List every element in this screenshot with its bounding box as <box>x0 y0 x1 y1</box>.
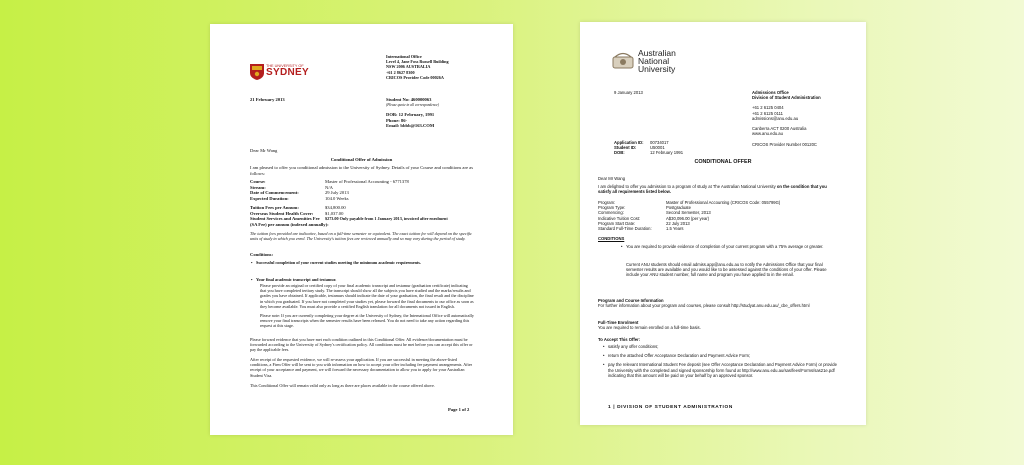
office-line: International Office <box>386 54 422 59</box>
office-address <box>386 54 449 80</box>
logo-big-text: SYDNEY <box>266 67 309 78</box>
intro-paragraph: I am pleased to offer you conditional admission to the University of Sydney. Details of your Course and conditions are as follows: <box>250 165 474 176</box>
course-detail-labels <box>250 179 299 201</box>
condition-2-note: Please note: If you are currently completing your degree at the University of Sydney, the International Office will automatically remove your final transcripts when the semester results have been released. You do not need to take any action regarding this request at this stage. <box>260 313 474 329</box>
intro-text: I am delighted to offer you admission to a program of study at The Australian National University <box>598 184 776 189</box>
condition-1: • You are required to provide evidence of completion of your current program with a 75% average or greater. <box>626 244 836 249</box>
sydney-offer-letter <box>210 24 513 435</box>
prog-label: Commencing: <box>598 210 624 216</box>
student-number-note: (Please quote in all correspondence) <box>386 102 439 107</box>
app-label: Application ID: <box>614 140 644 145</box>
office-line: +61 2 8627 8300 <box>386 69 415 75</box>
accept-item: • return the attached Offer Acceptance Declaration and Payment Advice Form; <box>608 353 840 358</box>
accept-heading: To Accept This Offer: <box>598 337 641 342</box>
student-dob: DOB: 12 February, 1991 <box>386 112 435 118</box>
letter-date: 9 January 2013 <box>614 90 643 95</box>
fee-value: $34,800.00 <box>325 205 346 210</box>
sydney-crest-icon <box>250 64 264 80</box>
anu-name-line: University <box>638 64 676 74</box>
info-body: For further information about your program and courses, please consult http://studyat.anu.edu.au/_cbe_offers.html <box>598 303 810 308</box>
condition-1: • Successful completion of your current studies meeting the minimum academic requirements. <box>256 260 475 265</box>
letter-date: 21 February 2013 <box>250 97 285 102</box>
student-number: Student No: 460000063 <box>386 97 432 102</box>
fee-value: $273.00 Only payable from 1 January 2013, invoiced after enrolment <box>325 216 448 222</box>
detail-value: Master of Professional Accounting - 6771378 <box>325 179 409 184</box>
prog-value: 22 July 2013 <box>666 220 690 226</box>
intro-paragraph <box>598 184 838 194</box>
detail-label: Expected Duration: <box>250 195 289 201</box>
prog-label: Standard Full-Time Duration: <box>598 226 652 232</box>
prog-value: Postgraduate <box>666 205 691 211</box>
detail-value: 104.0 Weeks <box>325 195 349 201</box>
prog-label: Program Start Date: <box>598 220 636 226</box>
fulltime-heading: Full-Time Enrolment <box>598 320 639 325</box>
cricos-number: CRICOS Provider Number 00120C <box>752 142 817 147</box>
evidence-paragraph: Please forward evidence that you have met each condition outlined in this Conditional Offer. All evidence/documentation must be forwarded according to the University of Sydney's certification policy. All conditions must be met before you can accept this offer or pay the applicable fees. <box>250 337 473 353</box>
student-phone: Phone: 86- <box>386 117 408 123</box>
contact-email: admissions@anu.edu.au <box>752 115 799 121</box>
detail-label: Course: <box>250 179 266 184</box>
anu-name <box>638 49 676 73</box>
detail-label: Date of Commencement: <box>250 190 299 196</box>
accept-list <box>608 344 840 378</box>
fee-labels <box>250 205 329 227</box>
fee-label: (SA Fee) per annum (indexed annually): <box>250 221 329 227</box>
footer: 1 | DIVISION OF STUDENT ADMINISTRATION <box>608 405 733 410</box>
anu-name-line: National <box>638 56 670 66</box>
contact-fax: +61 2 6125 0111 <box>752 110 783 116</box>
fee-label: Student Services and Amenities Fee <box>250 216 320 222</box>
page-number: Page 1 of 2 <box>448 407 470 412</box>
application-values <box>650 140 683 156</box>
condition-2: Current ANU students should email admiss.app@anu.edu.au to notify the Admissions Office that your final semester results are available and you would like to be assessed against the conditions of your offer. Please include your ANU student number, full name and program you have applied to in the email. <box>626 262 827 278</box>
reassess-paragraph: After receipt of the requested evidence, we will re-assess your application. If you are successful in meeting the above-listed conditions, a Firm Offer will be sent to you with information on how to accept your offer including fee payment arrangements. After receipt of your acceptance and payment, we will forward the necessary documentation to allow you to apply for your Australian Student Visa. <box>250 357 473 378</box>
app-label: DOB: <box>614 150 625 156</box>
anu-crest-icon <box>612 50 634 70</box>
office-line: Level 4, Jane Foss Russell Building <box>386 59 449 65</box>
letter-heading: Conditional Offer of Admission <box>330 157 393 162</box>
intro-bold-text: on the condition that you satisfy all requirements listed below. <box>598 184 827 195</box>
fee-label: Tuition Fees per Annum: <box>250 205 299 210</box>
anu-offer-letter <box>580 22 866 425</box>
fee-value: $1,037.00 <box>325 210 344 216</box>
anu-name-line: Australian <box>638 48 676 58</box>
prog-value: A$30,096.00 (per year) <box>666 215 710 221</box>
condition-2-body: Please provide an original or certified copy of your final academic transcript and testamur (graduation certificate) indicating that you have completed tertiary study. The transcript should show all the subjects you have studied and the marks/results and grades you have obtained. If applicable, testamurs should indicate the date of your graduation, the final result and the discipline in which you graduated. If you have not completed your studies yet, please forward the final documents to our office as soon as they become available. You must also provide a certified English translation for all documents not issued in English. <box>260 283 474 309</box>
office-subtitle: Division of Student Administration <box>752 95 821 101</box>
student-info <box>386 97 439 129</box>
prog-value: Second Semester, 2013 <box>666 210 711 216</box>
office-line: NSW 2006 AUSTRALIA <box>386 64 431 70</box>
fulltime-body: You are required to remain enrolled on a full-time basis. <box>598 325 701 330</box>
detail-value: 29 July 2013 <box>325 190 349 196</box>
application-labels <box>614 140 644 156</box>
program-values <box>666 200 780 231</box>
course-detail-values <box>325 179 409 201</box>
program-labels <box>598 200 652 231</box>
address-line: Canberra ACT 0200 Australia <box>752 126 807 132</box>
conditions-heading: CONDITIONS <box>598 236 625 241</box>
info-heading: Program and Course Information <box>598 298 664 303</box>
office-line: CRICOS Provider Code 00026A <box>386 74 444 80</box>
student-email: Email: bbbb@163.COM <box>386 123 435 129</box>
conditions-heading: Conditions: <box>250 252 273 257</box>
condition-2: • Your final academic transcript and testamur. <box>256 277 475 282</box>
prog-label: Indicative Tuition Cost: <box>598 215 641 221</box>
fees-note: The tuition fees provided are indicative, based on a full-time semester or equivalent. The exact tuition fee will depend on the specific units of study in which you enrol. The University's tuition fees are reviewed annually and so may vary during the period of study. <box>250 231 472 242</box>
app-value: 12 February 1991 <box>650 150 684 156</box>
contact-phone: +61 2 6125 0404 <box>752 105 784 111</box>
app-label: Student ID: <box>614 145 637 151</box>
prog-label: Program: <box>598 200 616 205</box>
detail-label: Stream: <box>250 184 266 190</box>
validity-paragraph: This Conditional Offer will remain valid only as long as there are places available in the course offered above. <box>250 383 435 388</box>
greeting: Dear Mr Wang <box>598 176 626 181</box>
prog-value: 1.5 Years <box>666 226 684 232</box>
fee-values <box>325 205 448 222</box>
logo-small-text: THE UNIVERSITY OF <box>266 64 304 68</box>
detail-value: N/A <box>325 184 333 190</box>
office-title: Admissions Office <box>752 90 789 95</box>
accept-item: • satisfy any offer conditions; <box>608 344 840 349</box>
prog-value: Master of Professional Accounting (CRICOS Code: 055799G) <box>666 200 781 205</box>
accept-item: • pay the relevant International Student Fee deposit (see Offer Acceptance Declaration and Payment Advice Form) or provide the University with the completed and signed sponsorship form found at http://www.anu.edu.au/sas/fees/Forms/sas21e.pdf indicating that this amount will be paid on your behalf by an approved sponsor. <box>608 362 840 378</box>
app-value: U50001 <box>650 145 665 151</box>
sydney-logo-text <box>266 64 309 78</box>
greeting: Dear Mr Wang <box>250 148 278 153</box>
app-value: 00734017 <box>650 140 669 145</box>
fee-label: Overseas Student Health Cover: <box>250 210 314 216</box>
prog-label: Program Type: <box>598 205 626 211</box>
letter-heading: CONDITIONAL OFFER <box>694 159 752 165</box>
admissions-office-block <box>752 90 821 136</box>
website: www.anu.edu.au <box>752 131 783 137</box>
